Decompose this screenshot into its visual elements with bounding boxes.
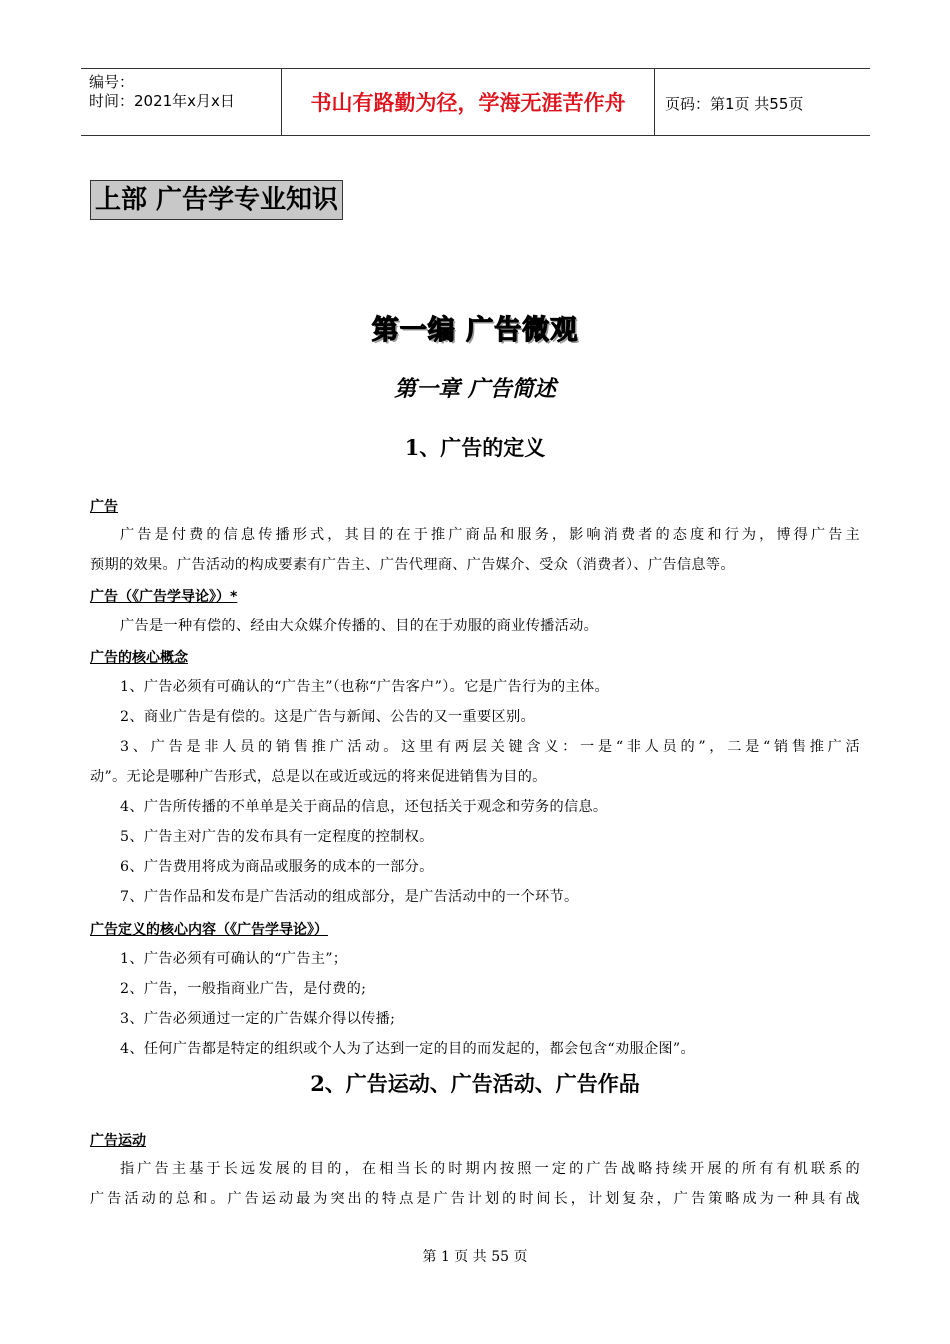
chapter-title: 第一章 广告简述: [394, 377, 556, 402]
header-page-info: 页码：第1页 共55页: [665, 95, 804, 113]
def-line1: 广告是付费的信息传播形式，其目的在于推广商品和服务，影响消费者的态度和行为，博得广告主: [120, 527, 860, 543]
core-item: 3、广告是非人员的销售推广活动。这里有两层关键含义：一是“非人员的”，二是“销售推广活: [120, 739, 860, 755]
page-header: [81, 68, 870, 136]
core-content-item: 1、广告必须有可确认的“广告主”；: [120, 951, 348, 967]
core-item: 6、广告费用将成为商品或服务的成本的一部分。: [120, 859, 434, 875]
label-ad: 广告: [90, 499, 118, 515]
label-core-content: 广告定义的核心内容（《广告学导论》）: [90, 922, 328, 938]
def-line2: 预期的效果。广告活动的构成要素有广告主、广告代理商、广告媒介、受众（消费者）、广告信息等。: [90, 557, 735, 573]
page-footer: 第 1 页 共 55 页: [422, 1249, 528, 1265]
section2-title: 2、广告运动、广告活动、广告作品: [310, 1071, 640, 1096]
label-campaign: 广告运动: [90, 1133, 146, 1149]
core-item: 动”。无论是哪种广告形式，总是以在或近或远的将来促进销售为目的。: [90, 769, 547, 785]
code-label: 编号：: [89, 73, 135, 91]
section1-title: 1、广告的定义: [404, 435, 546, 460]
label-ad2: 广告（《广告学导论》）*: [90, 589, 238, 605]
core-item: 5、广告主对广告的发布具有一定程度的控制权。: [120, 829, 434, 845]
header-meta: [89, 73, 235, 111]
header-motto: 书山有路勤为径，学海无涯苦作舟: [281, 69, 655, 135]
core-item: 1、广告必须有可确认的“广告主”（也称“广告客户”）。它是广告行为的主体。: [120, 679, 609, 695]
volume-title: 第一编 广告微观: [371, 315, 579, 346]
core-item: 7、广告作品和发布是广告活动的组成部分，是广告活动中的一个环节。: [120, 889, 579, 905]
def2: 广告是一种有偿的、经由大众媒介传播的、目的在于劝服的商业传播活动。: [120, 618, 599, 634]
label-core: 广告的核心概念: [90, 650, 188, 666]
campaign-line2: 广告活动的总和。广告运动最为突出的特点是广告计划的时间长，计划复杂，广告策略成为一种具有战: [90, 1191, 860, 1207]
campaign-line1: 指广告主基于长远发展的目的，在相当长的时期内按照一定的广告战略持续开展的所有有机联系的: [120, 1161, 860, 1177]
core-item: 2、商业广告是有偿的。这是广告与新闻、公告的又一重要区别。: [120, 709, 535, 725]
core-content-item: 4、任何广告都是特定的组织或个人为了达到一定的目的而发起的，都会包含“劝服企图”。: [120, 1041, 695, 1057]
core-content-item: 2、广告，一般指商业广告，是付费的;: [120, 981, 367, 997]
core-item: 4、广告所传播的不单单是关于商品的信息，还包括关于观念和劳务的信息。: [120, 799, 608, 815]
core-content-item: 3、广告必须通过一定的广告媒介得以传播;: [120, 1011, 396, 1027]
date-label: 时间：2021年x月x日: [89, 92, 235, 110]
part-title: 上部 广告学专业知识: [90, 180, 343, 220]
